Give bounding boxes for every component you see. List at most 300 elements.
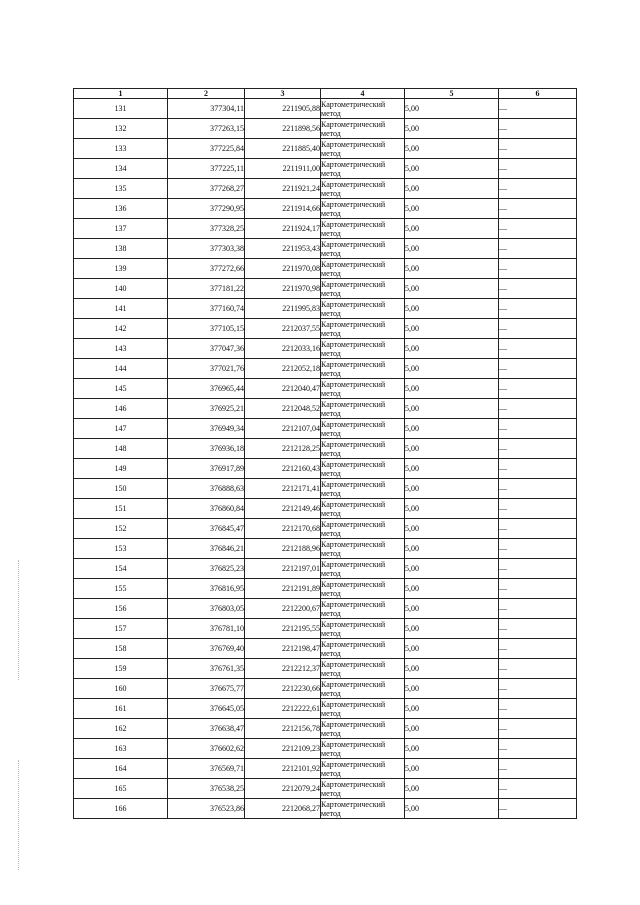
method-cell <box>321 419 405 439</box>
method-cell <box>321 339 405 359</box>
method-line: Картометрический <box>321 499 386 509</box>
method-line: метод <box>321 448 341 458</box>
x-coordinate-cell: 377290,95 <box>168 199 245 219</box>
y-coordinate-cell: 2212109,23 <box>245 739 321 759</box>
x-coordinate-cell: 377268,27 <box>168 179 245 199</box>
note-cell: — <box>499 499 577 519</box>
method-cell <box>321 699 405 719</box>
note-cell: — <box>499 459 577 479</box>
note-cell: — <box>499 379 577 399</box>
y-coordinate-cell: 2211911,00 <box>245 159 321 179</box>
x-coordinate-cell: 377225,11 <box>168 159 245 179</box>
note-cell: — <box>499 639 577 659</box>
method-cell <box>321 439 405 459</box>
table-row <box>74 459 577 479</box>
x-coordinate-cell: 377105,15 <box>168 319 245 339</box>
accuracy-cell: 5,00 <box>405 539 499 559</box>
y-coordinate-cell: 2212222,61 <box>245 699 321 719</box>
y-coordinate-cell: 2212107,04 <box>245 419 321 439</box>
x-coordinate-cell: 377047,36 <box>168 339 245 359</box>
method-line: Картометрический <box>321 799 386 809</box>
table-row <box>74 759 577 779</box>
y-coordinate-cell: 2212068,27 <box>245 799 321 819</box>
point-number-cell: 157 <box>74 619 168 639</box>
note-cell: — <box>499 99 577 119</box>
method-line: метод <box>321 568 341 578</box>
method-cell <box>321 679 405 699</box>
method-line: метод <box>321 488 341 498</box>
method-line: Картометрический <box>321 759 386 769</box>
point-number-cell: 132 <box>74 119 168 139</box>
method-line: Картометрический <box>321 539 386 549</box>
accuracy-cell: 5,00 <box>405 199 499 219</box>
method-cell <box>321 539 405 559</box>
method-line: Картометрический <box>321 179 386 189</box>
table-row <box>74 679 577 699</box>
y-coordinate-cell: 2212230,66 <box>245 679 321 699</box>
method-line: Картометрический <box>321 119 386 129</box>
point-number-cell: 144 <box>74 359 168 379</box>
method-line: метод <box>321 228 341 238</box>
coordinates-table <box>73 88 577 819</box>
point-number-cell: 160 <box>74 679 168 699</box>
note-cell: — <box>499 739 577 759</box>
point-number-cell: 138 <box>74 239 168 259</box>
accuracy-cell: 5,00 <box>405 339 499 359</box>
method-line: метод <box>321 308 341 318</box>
method-line: Картометрический <box>321 139 386 149</box>
table-row <box>74 719 577 739</box>
method-line: Картометрический <box>321 379 386 389</box>
accuracy-cell: 5,00 <box>405 619 499 639</box>
accuracy-cell: 5,00 <box>405 699 499 719</box>
method-line: Картометрический <box>321 199 386 209</box>
method-line: метод <box>321 128 341 138</box>
point-number-cell: 140 <box>74 279 168 299</box>
accuracy-cell: 5,00 <box>405 319 499 339</box>
point-number-cell: 161 <box>74 699 168 719</box>
y-coordinate-cell: 2212052,18 <box>245 359 321 379</box>
method-line: метод <box>321 648 341 658</box>
note-cell: — <box>499 699 577 719</box>
point-number-cell: 148 <box>74 439 168 459</box>
accuracy-cell: 5,00 <box>405 219 499 239</box>
method-line: Картометрический <box>321 159 386 169</box>
method-cell <box>321 519 405 539</box>
y-coordinate-cell: 2212188,96 <box>245 539 321 559</box>
point-number-cell: 152 <box>74 519 168 539</box>
table-row <box>74 599 577 619</box>
point-number-cell: 164 <box>74 759 168 779</box>
y-coordinate-cell: 2212191,89 <box>245 579 321 599</box>
accuracy-cell: 5,00 <box>405 559 499 579</box>
note-cell: — <box>499 759 577 779</box>
table-row <box>74 579 577 599</box>
method-line: метод <box>321 168 341 178</box>
note-cell: — <box>499 579 577 599</box>
point-number-cell: 139 <box>74 259 168 279</box>
column-header: 5 <box>405 89 499 99</box>
note-cell: — <box>499 339 577 359</box>
point-number-cell: 131 <box>74 99 168 119</box>
y-coordinate-cell: 2212037,55 <box>245 319 321 339</box>
note-cell: — <box>499 799 577 819</box>
table-row <box>74 659 577 679</box>
point-number-cell: 156 <box>74 599 168 619</box>
point-number-cell: 143 <box>74 339 168 359</box>
method-cell <box>321 139 405 159</box>
table-row <box>74 779 577 799</box>
point-number-cell: 165 <box>74 779 168 799</box>
y-coordinate-cell: 2212171,41 <box>245 479 321 499</box>
note-cell: — <box>499 479 577 499</box>
method-line: метод <box>321 328 341 338</box>
accuracy-cell: 5,00 <box>405 119 499 139</box>
method-cell <box>321 159 405 179</box>
method-cell <box>321 119 405 139</box>
accuracy-cell: 5,00 <box>405 99 499 119</box>
x-coordinate-cell: 376645,05 <box>168 699 245 719</box>
method-line: Картометрический <box>321 519 386 529</box>
method-line: метод <box>321 528 341 538</box>
x-coordinate-cell: 376925,21 <box>168 399 245 419</box>
accuracy-cell: 5,00 <box>405 279 499 299</box>
method-line: метод <box>321 368 341 378</box>
accuracy-cell: 5,00 <box>405 459 499 479</box>
point-number-cell: 142 <box>74 319 168 339</box>
method-line: метод <box>321 548 341 558</box>
accuracy-cell: 5,00 <box>405 659 499 679</box>
margin-dot-line <box>18 560 20 680</box>
method-line: метод <box>321 788 341 798</box>
column-header: 2 <box>168 89 245 99</box>
column-header: 6 <box>499 89 577 99</box>
point-number-cell: 166 <box>74 799 168 819</box>
table-row <box>74 239 577 259</box>
note-cell: — <box>499 299 577 319</box>
x-coordinate-cell: 377181,22 <box>168 279 245 299</box>
accuracy-cell: 5,00 <box>405 759 499 779</box>
method-line: метод <box>321 468 341 478</box>
accuracy-cell: 5,00 <box>405 259 499 279</box>
method-cell <box>321 299 405 319</box>
table-row <box>74 479 577 499</box>
table-row <box>74 279 577 299</box>
table-row <box>74 639 577 659</box>
y-coordinate-cell: 2212128,25 <box>245 439 321 459</box>
method-line: Картометрический <box>321 299 386 309</box>
method-cell <box>321 239 405 259</box>
method-line: метод <box>321 708 341 718</box>
y-coordinate-cell: 2211970,98 <box>245 279 321 299</box>
table-row <box>74 399 577 419</box>
point-number-cell: 163 <box>74 739 168 759</box>
note-cell: — <box>499 219 577 239</box>
table-row <box>74 439 577 459</box>
x-coordinate-cell: 377225,84 <box>168 139 245 159</box>
y-coordinate-cell: 2212079,24 <box>245 779 321 799</box>
method-line: метод <box>321 188 341 198</box>
point-number-cell: 149 <box>74 459 168 479</box>
method-cell <box>321 779 405 799</box>
method-line: Картометрический <box>321 479 386 489</box>
method-cell <box>321 739 405 759</box>
accuracy-cell: 5,00 <box>405 239 499 259</box>
point-number-cell: 146 <box>74 399 168 419</box>
x-coordinate-cell: 377160,74 <box>168 299 245 319</box>
table-row <box>74 379 577 399</box>
y-coordinate-cell: 2212040,47 <box>245 379 321 399</box>
accuracy-cell: 5,00 <box>405 499 499 519</box>
x-coordinate-cell: 377304,11 <box>168 99 245 119</box>
method-cell <box>321 619 405 639</box>
table-row <box>74 339 577 359</box>
y-coordinate-cell: 2212195,55 <box>245 619 321 639</box>
y-coordinate-cell: 2211921,24 <box>245 179 321 199</box>
x-coordinate-cell: 376523,86 <box>168 799 245 819</box>
note-cell: — <box>499 179 577 199</box>
note-cell: — <box>499 439 577 459</box>
accuracy-cell: 5,00 <box>405 139 499 159</box>
method-line: Картометрический <box>321 579 386 589</box>
x-coordinate-cell: 376816,95 <box>168 579 245 599</box>
note-cell: — <box>499 659 577 679</box>
note-cell: — <box>499 539 577 559</box>
method-line: метод <box>321 208 341 218</box>
method-line: Картометрический <box>321 99 386 109</box>
x-coordinate-cell: 376965,44 <box>168 379 245 399</box>
method-cell <box>321 659 405 679</box>
x-coordinate-cell: 376860,84 <box>168 499 245 519</box>
y-coordinate-cell: 2212198,47 <box>245 639 321 659</box>
method-line: метод <box>321 748 341 758</box>
method-line: метод <box>321 508 341 518</box>
method-cell <box>321 179 405 199</box>
method-cell <box>321 279 405 299</box>
method-line: метод <box>321 728 341 738</box>
method-cell <box>321 579 405 599</box>
method-line: Картометрический <box>321 439 386 449</box>
method-cell <box>321 359 405 379</box>
method-cell <box>321 479 405 499</box>
note-cell: — <box>499 139 577 159</box>
table-row <box>74 559 577 579</box>
point-number-cell: 134 <box>74 159 168 179</box>
y-coordinate-cell: 2212048,52 <box>245 399 321 419</box>
accuracy-cell: 5,00 <box>405 439 499 459</box>
method-line: Картометрический <box>321 699 386 709</box>
note-cell: — <box>499 599 577 619</box>
method-line: метод <box>321 148 341 158</box>
note-cell: — <box>499 199 577 219</box>
y-coordinate-cell: 2211924,17 <box>245 219 321 239</box>
x-coordinate-cell: 376569,71 <box>168 759 245 779</box>
table-row <box>74 539 577 559</box>
column-header: 1 <box>74 89 168 99</box>
method-line: Картометрический <box>321 239 386 249</box>
point-number-cell: 133 <box>74 139 168 159</box>
point-number-cell: 154 <box>74 559 168 579</box>
x-coordinate-cell: 376638,47 <box>168 719 245 739</box>
x-coordinate-cell: 377303,38 <box>168 239 245 259</box>
method-line: метод <box>321 428 341 438</box>
accuracy-cell: 5,00 <box>405 179 499 199</box>
method-line: Картометрический <box>321 339 386 349</box>
method-line: метод <box>321 408 341 418</box>
method-cell <box>321 559 405 579</box>
method-line: метод <box>321 388 341 398</box>
note-cell: — <box>499 779 577 799</box>
accuracy-cell: 5,00 <box>405 419 499 439</box>
y-coordinate-cell: 2211885,40 <box>245 139 321 159</box>
note-cell: — <box>499 239 577 259</box>
table-row <box>74 259 577 279</box>
method-line: метод <box>321 108 341 118</box>
table-row <box>74 159 577 179</box>
x-coordinate-cell: 376917,89 <box>168 459 245 479</box>
method-line: метод <box>321 688 341 698</box>
method-line: метод <box>321 808 341 818</box>
accuracy-cell: 5,00 <box>405 479 499 499</box>
x-coordinate-cell: 377021,76 <box>168 359 245 379</box>
x-coordinate-cell: 376761,35 <box>168 659 245 679</box>
note-cell: — <box>499 279 577 299</box>
y-coordinate-cell: 2212200,67 <box>245 599 321 619</box>
method-line: метод <box>321 248 341 258</box>
column-header: 3 <box>245 89 321 99</box>
accuracy-cell: 5,00 <box>405 359 499 379</box>
method-line: Картометрический <box>321 279 386 289</box>
point-number-cell: 141 <box>74 299 168 319</box>
method-line: метод <box>321 588 341 598</box>
table-header-row <box>74 89 577 99</box>
accuracy-cell: 5,00 <box>405 639 499 659</box>
method-line: Картометрический <box>321 779 386 789</box>
point-number-cell: 147 <box>74 419 168 439</box>
note-cell: — <box>499 119 577 139</box>
x-coordinate-cell: 377263,15 <box>168 119 245 139</box>
method-line: Картометрический <box>321 219 386 229</box>
method-line: Картометрический <box>321 319 386 329</box>
method-line: Картометрический <box>321 359 386 369</box>
note-cell: — <box>499 399 577 419</box>
x-coordinate-cell: 376845,47 <box>168 519 245 539</box>
note-cell: — <box>499 519 577 539</box>
x-coordinate-cell: 376538,25 <box>168 779 245 799</box>
x-coordinate-cell: 376781,10 <box>168 619 245 639</box>
method-cell <box>321 499 405 519</box>
method-line: метод <box>321 288 341 298</box>
point-number-cell: 151 <box>74 499 168 519</box>
x-coordinate-cell: 376803,05 <box>168 599 245 619</box>
table-row <box>74 139 577 159</box>
y-coordinate-cell: 2212101,92 <box>245 759 321 779</box>
method-cell <box>321 719 405 739</box>
y-coordinate-cell: 2212170,68 <box>245 519 321 539</box>
method-line: Картометрический <box>321 679 386 689</box>
method-line: Картометрический <box>321 619 386 629</box>
method-cell <box>321 379 405 399</box>
method-line: Картометрический <box>321 659 386 669</box>
y-coordinate-cell: 2211898,56 <box>245 119 321 139</box>
accuracy-cell: 5,00 <box>405 599 499 619</box>
method-line: Картометрический <box>321 459 386 469</box>
point-number-cell: 150 <box>74 479 168 499</box>
method-line: Картометрический <box>321 719 386 729</box>
note-cell: — <box>499 159 577 179</box>
method-line: метод <box>321 608 341 618</box>
method-line: метод <box>321 268 341 278</box>
table-row <box>74 199 577 219</box>
method-cell <box>321 639 405 659</box>
y-coordinate-cell: 2211953,43 <box>245 239 321 259</box>
method-line: метод <box>321 348 341 358</box>
x-coordinate-cell: 376602,62 <box>168 739 245 759</box>
table-body <box>74 99 577 819</box>
table-row <box>74 519 577 539</box>
y-coordinate-cell: 2212033,16 <box>245 339 321 359</box>
method-cell <box>321 259 405 279</box>
method-cell <box>321 599 405 619</box>
table-row <box>74 179 577 199</box>
x-coordinate-cell: 376769,40 <box>168 639 245 659</box>
method-line: метод <box>321 768 341 778</box>
margin-dot-line <box>18 760 20 870</box>
accuracy-cell: 5,00 <box>405 799 499 819</box>
note-cell: — <box>499 559 577 579</box>
x-coordinate-cell: 376936,18 <box>168 439 245 459</box>
table-row <box>74 619 577 639</box>
note-cell: — <box>499 619 577 639</box>
y-coordinate-cell: 2211995,83 <box>245 299 321 319</box>
method-cell <box>321 199 405 219</box>
y-coordinate-cell: 2212156,78 <box>245 719 321 739</box>
table-row <box>74 419 577 439</box>
point-number-cell: 145 <box>74 379 168 399</box>
table-row <box>74 219 577 239</box>
point-number-cell: 135 <box>74 179 168 199</box>
point-number-cell: 162 <box>74 719 168 739</box>
method-cell <box>321 459 405 479</box>
table-row <box>74 299 577 319</box>
method-cell <box>321 399 405 419</box>
accuracy-cell: 5,00 <box>405 399 499 419</box>
method-line: метод <box>321 628 341 638</box>
accuracy-cell: 5,00 <box>405 519 499 539</box>
y-coordinate-cell: 2211905,88 <box>245 99 321 119</box>
x-coordinate-cell: 376846,21 <box>168 539 245 559</box>
table-row <box>74 699 577 719</box>
method-line: Картометрический <box>321 599 386 609</box>
y-coordinate-cell: 2212160,43 <box>245 459 321 479</box>
point-number-cell: 136 <box>74 199 168 219</box>
table-row <box>74 739 577 759</box>
method-line: Картометрический <box>321 259 386 269</box>
point-number-cell: 153 <box>74 539 168 559</box>
table-row <box>74 99 577 119</box>
x-coordinate-cell: 377272,66 <box>168 259 245 279</box>
method-line: Картометрический <box>321 739 386 749</box>
table-row <box>74 319 577 339</box>
y-coordinate-cell: 2211970,08 <box>245 259 321 279</box>
accuracy-cell: 5,00 <box>405 679 499 699</box>
method-line: Картометрический <box>321 559 386 569</box>
accuracy-cell: 5,00 <box>405 739 499 759</box>
method-line: метод <box>321 668 341 678</box>
note-cell: — <box>499 419 577 439</box>
y-coordinate-cell: 2212149,46 <box>245 499 321 519</box>
x-coordinate-cell: 376825,23 <box>168 559 245 579</box>
